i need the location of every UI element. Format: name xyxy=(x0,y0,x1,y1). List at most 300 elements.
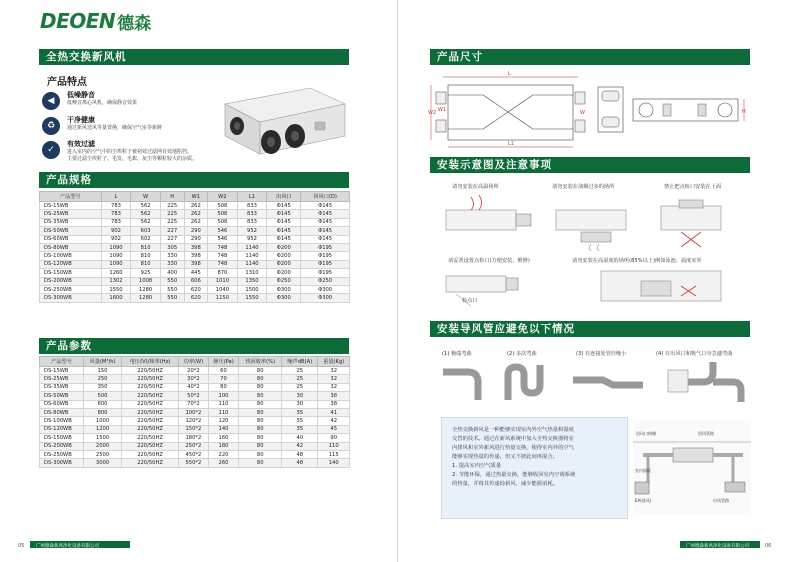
specs-row xyxy=(40,210,350,218)
table-cell: DS-15WB xyxy=(40,202,102,210)
duct-case-3: (3) 在连接处管径缩小 xyxy=(576,351,627,357)
table-cell: 80 xyxy=(239,383,282,391)
table-cell: 180 xyxy=(208,442,239,450)
table-cell: 508 xyxy=(208,202,238,210)
table-cell: 70 xyxy=(208,375,239,383)
table-cell: 220/50HZ xyxy=(121,417,178,425)
table-cell: 508 xyxy=(208,210,238,218)
params-row xyxy=(40,400,350,408)
table-cell: Φ200 xyxy=(267,252,301,260)
table-cell: DS-250WB xyxy=(40,450,84,458)
params-row xyxy=(40,367,350,375)
table-cell: 80 xyxy=(239,400,282,408)
table-cell: Φ145 xyxy=(301,235,350,243)
table-cell: 1140 xyxy=(237,260,267,268)
section-title: 全热交换新风机 xyxy=(46,51,127,63)
table-cell: 220/50HZ xyxy=(121,375,178,383)
specs-row xyxy=(40,260,350,268)
page-spine xyxy=(397,0,398,562)
table-cell: 32 xyxy=(318,367,350,375)
table-cell: Φ195 xyxy=(301,243,350,251)
table-cell: Φ145 xyxy=(267,227,301,235)
table-cell: 1090 xyxy=(101,252,131,260)
table-cell: 20*2 xyxy=(179,367,208,375)
table-cell: 250*2 xyxy=(179,442,208,450)
table-cell: Φ250 xyxy=(267,277,301,285)
table-cell: 902 xyxy=(101,235,131,243)
table-cell: 225 xyxy=(160,218,184,226)
feature-low-noise xyxy=(42,91,242,115)
column-header: L xyxy=(101,192,131,202)
table-cell: 80 xyxy=(239,367,282,375)
table-cell: Φ145 xyxy=(301,210,350,218)
table-cell: DS-200WB xyxy=(40,277,102,285)
dim-W: W xyxy=(580,110,585,116)
table-cell: 220/50HZ xyxy=(121,392,178,400)
install-diagrams-row1 xyxy=(441,192,751,252)
feature-name: 干净健康 xyxy=(67,116,95,124)
note-line: 2. 节能环保，通过热量交换，能够收回室内空调系统 xyxy=(452,472,576,478)
column-header: 热回收率(%) xyxy=(239,357,282,367)
table-cell: 80 xyxy=(239,434,282,442)
install-diagrams-row2 xyxy=(441,266,751,316)
table-cell: 120 xyxy=(208,417,239,425)
duct-title-bar xyxy=(430,321,750,337)
feature-clean xyxy=(42,116,242,140)
table-cell: 925 xyxy=(131,269,161,277)
table-cell: 2000 xyxy=(84,442,122,450)
table-cell: 120*2 xyxy=(179,417,208,425)
table-cell: 400 xyxy=(160,269,184,277)
table-cell: 50*2 xyxy=(179,392,208,400)
install-caption-4: 请妥善设置点检口(方便安装、维修) xyxy=(448,258,530,264)
logo-mark: DEOEN xyxy=(40,9,116,33)
table-cell: DS-25WB xyxy=(40,375,84,383)
table-cell: 150 xyxy=(84,367,122,375)
table-cell: 1280 xyxy=(131,294,161,302)
inspect-label: 检点口 xyxy=(462,298,478,304)
section-title-bar xyxy=(39,49,349,65)
table-cell: 140 xyxy=(318,459,350,467)
table-cell: 500 xyxy=(84,392,122,400)
table-cell: 30*2 xyxy=(179,375,208,383)
table-cell: 398 xyxy=(184,260,208,268)
table-cell: 783 xyxy=(101,202,131,210)
table-cell: 562 xyxy=(131,202,161,210)
table-cell: 25 xyxy=(282,367,318,375)
table-cell: Φ200 xyxy=(267,269,301,277)
specs-row xyxy=(40,202,350,210)
table-cell: DS-150WB xyxy=(40,434,84,442)
table-cell: 48 xyxy=(282,450,318,458)
table-cell: DS-60WB xyxy=(40,235,102,243)
table-cell: DS-80WB xyxy=(40,243,102,251)
table-cell: Φ195 xyxy=(301,260,350,268)
table-cell: 140 xyxy=(208,425,239,433)
note-line: 全热交换新风是一种能够实现室内外空气热量和湿度 xyxy=(452,427,574,433)
table-cell: 748 xyxy=(208,243,238,251)
table-cell: DS-50WB xyxy=(40,227,102,235)
table-cell: 550 xyxy=(160,285,184,293)
table-cell: DS-25WB xyxy=(40,210,102,218)
footer-text-right: 广州德森新风净化设备有限公司 xyxy=(686,543,749,549)
column-header: L1 xyxy=(237,192,267,202)
params-row xyxy=(40,392,350,400)
table-cell: DS-60WB xyxy=(40,400,84,408)
dim-W1: W1 xyxy=(438,107,447,113)
dim-title: 产品尺寸 xyxy=(437,51,483,63)
specs-row xyxy=(40,269,350,277)
scheme-label-a: 回风口格栅 xyxy=(636,431,656,436)
table-cell: Φ200 xyxy=(267,243,301,251)
table-cell: 80 xyxy=(208,383,239,391)
table-cell: Φ145 xyxy=(267,235,301,243)
dimension-drawing xyxy=(428,67,750,152)
specs-row xyxy=(40,218,350,226)
table-cell: Φ145 xyxy=(267,202,301,210)
table-cell: 952 xyxy=(237,235,267,243)
table-cell: DS-15WB xyxy=(40,367,84,375)
table-cell: 546 xyxy=(208,235,238,243)
note-line: 的热量，并将其传递给新风，减少能源消耗。 xyxy=(452,481,558,487)
table-cell: 810 xyxy=(131,260,161,268)
table-cell: 60 xyxy=(208,367,239,375)
specs-row xyxy=(40,285,350,293)
table-cell: 508 xyxy=(208,218,238,226)
table-cell: 1150 xyxy=(208,294,238,302)
table-cell: 150*2 xyxy=(179,425,208,433)
table-cell: 1000 xyxy=(84,417,122,425)
table-cell: 1008 xyxy=(131,277,161,285)
table-cell: 3000 xyxy=(84,459,122,467)
table-cell: 80 xyxy=(239,442,282,450)
table-cell: 80 xyxy=(239,425,282,433)
table-cell: 25 xyxy=(282,375,318,383)
table-cell: 450*2 xyxy=(179,450,208,458)
table-cell: Φ145 xyxy=(301,218,350,226)
table-cell: 902 xyxy=(101,227,131,235)
table-cell: 550 xyxy=(160,277,184,285)
table-cell: 833 xyxy=(237,218,267,226)
table-cell: 2500 xyxy=(84,450,122,458)
table-cell: 42 xyxy=(318,417,350,425)
table-cell: 1350 xyxy=(237,277,267,285)
table-cell: 32 xyxy=(318,375,350,383)
table-cell: Φ145 xyxy=(267,210,301,218)
column-header: 回风口(D) xyxy=(301,192,350,202)
table-cell: DS-250WB xyxy=(40,285,102,293)
table-cell: 220/50HZ xyxy=(121,450,178,458)
table-cell: DS-35WB xyxy=(40,383,84,391)
params-row xyxy=(40,459,350,467)
params-row xyxy=(40,383,350,391)
table-cell: Φ300 xyxy=(267,294,301,302)
table-cell: Φ145 xyxy=(301,202,350,210)
table-cell: 1550 xyxy=(101,285,131,293)
feature-desc: 进入室内的空气中的尘埃粒子被初效过滤网有效地阻挡。 xyxy=(67,149,193,155)
duct-case-1: (1) 极端弯曲 xyxy=(442,351,472,357)
column-header: 产品型号 xyxy=(40,357,84,367)
table-cell: 38 xyxy=(318,400,350,408)
install-caption-1: 请勿安装在高温场所 xyxy=(452,184,499,190)
info-note-box xyxy=(441,417,628,519)
table-cell: 1140 xyxy=(237,252,267,260)
table-cell: DS-100WB xyxy=(40,417,84,425)
table-cell: Φ300 xyxy=(301,294,350,302)
table-cell: 833 xyxy=(237,210,267,218)
table-cell: 80 xyxy=(239,392,282,400)
column-header: W1 xyxy=(184,192,208,202)
table-cell: Φ200 xyxy=(267,260,301,268)
table-cell: 225 xyxy=(160,210,184,218)
column-header: 静压(Pa) xyxy=(208,357,239,367)
note-line: 1. 提高室内空气质量 xyxy=(452,463,502,469)
table-cell: 80 xyxy=(239,375,282,383)
params-row xyxy=(40,417,350,425)
table-cell: 262 xyxy=(184,210,208,218)
table-cell: DS-300WB xyxy=(40,459,84,467)
table-cell: 80 xyxy=(239,408,282,416)
table-cell: 262 xyxy=(184,218,208,226)
table-cell: 1500 xyxy=(84,434,122,442)
table-cell: 1302 xyxy=(101,277,131,285)
table-cell: 562 xyxy=(131,218,161,226)
table-cell: 330 xyxy=(160,252,184,260)
installation-scheme xyxy=(633,420,751,515)
table-cell: 220/50HZ xyxy=(121,442,178,450)
table-cell: 330 xyxy=(160,260,184,268)
table-cell: 41 xyxy=(318,408,350,416)
table-cell: 227 xyxy=(160,235,184,243)
table-cell: 810 xyxy=(131,243,161,251)
specs-row xyxy=(40,277,350,285)
table-cell: 445 xyxy=(184,269,208,277)
note-line: 交替的技术。通过在新风系统中加入全热交换器将室 xyxy=(452,436,574,442)
table-cell: 1140 xyxy=(237,243,267,251)
table-cell: 620 xyxy=(184,285,208,293)
table-cell: 870 xyxy=(208,269,238,277)
table-cell: DS-80WB xyxy=(40,408,84,416)
specs-title-bar xyxy=(39,172,349,188)
table-cell: 220/50HZ xyxy=(121,459,178,467)
table-cell: 1010 xyxy=(208,277,238,285)
install-caption-3: 禁止把点检口安装在上面 xyxy=(664,184,722,190)
table-cell: 1040 xyxy=(208,285,238,293)
column-header: H xyxy=(160,192,184,202)
table-cell: 48 xyxy=(282,459,318,467)
table-cell: 1260 xyxy=(101,269,131,277)
table-cell: 600 xyxy=(84,400,122,408)
column-header: 风量(M³/h) xyxy=(84,357,122,367)
page-number-left: 05 xyxy=(18,543,25,549)
column-header: 重量(Kg) xyxy=(318,357,350,367)
column-header: W2 xyxy=(208,192,238,202)
table-cell: Φ145 xyxy=(267,218,301,226)
table-cell: 1090 xyxy=(101,260,131,268)
table-cell: 115 xyxy=(318,450,350,458)
filter-icon: ✓ xyxy=(42,141,60,159)
table-cell: 783 xyxy=(101,218,131,226)
table-cell: Φ300 xyxy=(267,285,301,293)
install-caption-5: 请勿安装在高湿度的场所(85%以上)例如泳池、温度室外 xyxy=(572,258,702,264)
table-cell: DS-100WB xyxy=(40,252,102,260)
features-heading: 产品特点 xyxy=(47,77,87,88)
table-cell: 220/50HZ xyxy=(121,434,178,442)
table-cell: 42 xyxy=(282,442,318,450)
duct-diagrams xyxy=(438,360,753,405)
table-cell: 38 xyxy=(318,392,350,400)
column-header: 产品型号 xyxy=(40,192,102,202)
table-cell: 1310 xyxy=(237,269,267,277)
column-header: 电压(V)/频率(Hz) xyxy=(121,357,178,367)
table-cell: 783 xyxy=(101,210,131,218)
params-row xyxy=(40,425,350,433)
table-cell: 32 xyxy=(318,383,350,391)
table-cell: DS-150WB xyxy=(40,269,102,277)
table-cell: Φ250 xyxy=(301,277,350,285)
table-cell: DS-50WB xyxy=(40,392,84,400)
table-cell: 1500 xyxy=(237,285,267,293)
install-caption-2: 请勿安装在油烟过多的场所 xyxy=(552,184,615,190)
table-cell: 602 xyxy=(131,235,161,243)
logo-cn: 德森 xyxy=(117,13,152,34)
install-title: 安装示意图及注意事项 xyxy=(437,159,552,171)
table-cell: 227 xyxy=(160,227,184,235)
table-cell: 40 xyxy=(282,434,318,442)
table-cell: 70*2 xyxy=(179,400,208,408)
recycle-icon: ♻ xyxy=(42,117,60,135)
table-cell: 810 xyxy=(131,252,161,260)
feature-name: 有效过滤 xyxy=(67,140,95,148)
specs-row xyxy=(40,227,350,235)
table-cell: 550*2 xyxy=(179,459,208,467)
table-cell: 30 xyxy=(282,392,318,400)
column-header: 功率(W) xyxy=(179,357,208,367)
table-cell: 550 xyxy=(160,294,184,302)
table-cell: 220/50HZ xyxy=(121,400,178,408)
column-header: 出风口 xyxy=(267,192,301,202)
specs-table xyxy=(39,191,350,303)
table-cell: 800 xyxy=(84,408,122,416)
note-line: 内排风和室外新风进行热量交换，使得室内外的空气 xyxy=(452,445,574,451)
table-cell: 80 xyxy=(239,459,282,467)
scheme-label-e: 出风管路 xyxy=(713,498,729,503)
table-cell: 35 xyxy=(282,417,318,425)
table-cell: 1090 xyxy=(101,243,131,251)
table-cell: 45 xyxy=(318,425,350,433)
table-cell: Φ195 xyxy=(301,252,350,260)
table-cell: 562 xyxy=(131,210,161,218)
specs-row xyxy=(40,235,350,243)
table-cell: 748 xyxy=(208,260,238,268)
scheme-label-b: 回风管路 xyxy=(698,431,714,436)
params-row xyxy=(40,442,350,450)
feature-desc: 通过新风送风等量置换，确保空气室等新鲜 xyxy=(67,125,163,131)
table-cell: 1550 xyxy=(237,294,267,302)
table-cell: 225 xyxy=(160,202,184,210)
table-cell: 305 xyxy=(160,243,184,251)
table-cell: 25 xyxy=(282,383,318,391)
specs-row xyxy=(40,294,350,302)
table-cell: 180*2 xyxy=(179,434,208,442)
table-cell: DS-300WB xyxy=(40,294,102,302)
brand-logo xyxy=(40,8,151,34)
table-cell: 748 xyxy=(208,252,238,260)
table-cell: 110 xyxy=(208,400,239,408)
table-cell: 220/50HZ xyxy=(121,367,178,375)
table-cell: 603 xyxy=(131,227,161,235)
table-cell: 398 xyxy=(184,243,208,251)
table-cell: 80 xyxy=(239,417,282,425)
table-cell: 110 xyxy=(208,408,239,416)
table-cell: Φ195 xyxy=(301,269,350,277)
table-cell: 80 xyxy=(239,450,282,458)
dim-title-bar xyxy=(430,49,750,65)
table-cell: 620 xyxy=(184,294,208,302)
table-cell: 260 xyxy=(208,459,239,467)
params-row xyxy=(40,408,350,416)
footer-text-left: 广州德森新风净化设备有限公司 xyxy=(36,543,99,549)
dim-L: L xyxy=(508,71,511,77)
table-cell: 220/50HZ xyxy=(121,408,178,416)
table-cell: 100 xyxy=(208,392,239,400)
table-cell: 90 xyxy=(318,434,350,442)
duct-case-4: (4) 在出风口和吸气口旁急遽弯曲 xyxy=(656,351,733,357)
duct-case-2: (2) 多次弯曲 xyxy=(507,351,537,357)
table-cell: 1280 xyxy=(131,285,161,293)
table-cell: 1600 xyxy=(101,294,131,302)
column-header: 噪声dB(A) xyxy=(282,357,318,367)
dim-L1: L1 xyxy=(508,141,514,147)
table-cell: 290 xyxy=(184,235,208,243)
table-cell: 160 xyxy=(208,434,239,442)
duct-title: 安装导风管应避免以下情况 xyxy=(437,323,575,335)
install-title-bar xyxy=(430,157,750,173)
params-row xyxy=(40,434,350,442)
table-cell: Φ145 xyxy=(301,227,350,235)
table-cell: 290 xyxy=(184,227,208,235)
table-cell: 100*2 xyxy=(179,408,208,416)
dim-H: H xyxy=(742,109,746,115)
feature-desc-2: 主要过滤尘埃粒子、毛发、毛絮、灰尘等颗粒较大的杂质。 xyxy=(67,156,198,162)
page-number-right: 06 xyxy=(765,543,772,549)
table-cell: 220/50HZ xyxy=(121,383,178,391)
table-cell: 110 xyxy=(318,442,350,450)
specs-row xyxy=(40,243,350,251)
table-cell: 1200 xyxy=(84,425,122,433)
table-cell: 220/50HZ xyxy=(121,425,178,433)
note-line: 能够实现热量的传递。但又不彼此间再混合。 xyxy=(452,454,558,460)
table-cell: 35 xyxy=(282,408,318,416)
table-cell: 30 xyxy=(282,400,318,408)
feature-desc: 低噪音离心风机，确保静音效果 xyxy=(67,100,138,106)
table-cell: Φ300 xyxy=(301,285,350,293)
specs-title: 产品规格 xyxy=(46,174,92,186)
feature-name: 低噪静音 xyxy=(67,91,95,99)
params-title-bar xyxy=(39,338,349,354)
table-cell: 833 xyxy=(237,202,267,210)
table-cell: 606 xyxy=(184,277,208,285)
table-cell: 262 xyxy=(184,202,208,210)
scheme-label-d: EA(排风) xyxy=(635,498,652,503)
table-cell: 35 xyxy=(282,425,318,433)
table-cell: DS-120WB xyxy=(40,260,102,268)
table-cell: DS-200WB xyxy=(40,442,84,450)
table-cell: DS-120WB xyxy=(40,425,84,433)
params-row xyxy=(40,375,350,383)
params-title: 产品参数 xyxy=(46,340,92,352)
table-cell: 546 xyxy=(208,227,238,235)
